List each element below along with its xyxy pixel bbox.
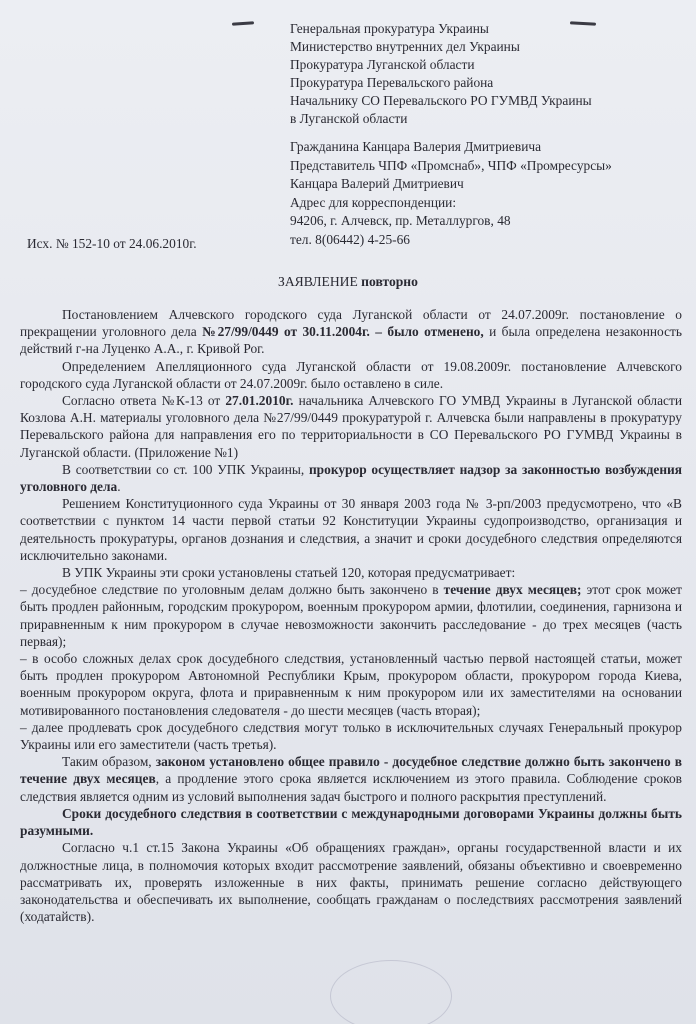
paragraph: Согласно ч.1 ст.15 Закона Украины «Об обращениях граждан», органы государственной власти и их должностные лица, в полномочия которых входит рассмотрение заявлений, обязаны объективно и своевременно рассматривать их, проверять изложенные в них факты, принимать решение согласно действующего законодательства и обеспечивать их выполнение, сообщать гражданам о последствиях рассмотрения заявлений (ходатайств). <box>20 840 682 925</box>
text-run-bold: №27/99/0449 от 30.11.2004г. – было отменено, <box>202 324 484 340</box>
text-run: этот срок может быть продлен районным, городским прокурором, военным прокурором армии, флотилии, соединения, гарнизона и приравненным к ним прокурором в случае невозможности закончить расследование - до трех месяцев (часть первая); <box>20 582 682 649</box>
text-run: Постановлением Алчевского городского суда Луганской области от 24.07.2009г. постановление о прекращении уголовного дела <box>20 307 682 340</box>
text-run-bold: законом установлено общее правило - досудебное следствие должно быть закончено в течение двух месяцев <box>20 754 682 787</box>
document-body <box>20 306 682 925</box>
text-run: начальника Алчевского ГО УМВД Украины в Луганской области Козлова А.Н. материалы уголовного дела №27/99/0449 прокуратурой г. Алчевска были направлены в прокуратуру Перевальского района для направления его по территориальности в СО Перевальского РО ГУМВД Украины в Луганской области. (Приложение №1) <box>20 393 682 460</box>
paragraph <box>20 805 682 839</box>
pen-mark <box>232 21 254 26</box>
sender-block <box>290 138 690 250</box>
text-run: Таким образом, <box>62 754 156 770</box>
document-title <box>0 274 696 290</box>
paragraph <box>20 581 682 650</box>
sender-line: Канцара Валерий Дмитриевич <box>290 176 464 192</box>
text-run: , а продление этого срока является исключением из этого правила. Соблюдение сроков следствия является одним из условий выполнения задач быстрого и полного раскрытия преступлений. <box>20 771 683 804</box>
paragraph <box>20 306 682 358</box>
text-run-bold: 27.01.2010г. <box>225 393 294 409</box>
title-main: ЗАЯВЛЕНИЕ <box>278 274 362 289</box>
addressee-line: Генеральная прокуратура Украины <box>290 21 489 36</box>
addressee-line: Министерство внутренних дел Украины <box>290 39 520 54</box>
paragraph: – в особо сложных делах срок досудебного следствия, установленный частью первой настоящей статьи, может быть продлен прокурором Автономной Республики Крым, прокурором области, прокурором города Киева, военным прокурором округа, флота и приравненным к ним прокурором или их заместителями на основании мотивированного постановления следователя - до шести месяцев (часть вторая); <box>20 651 682 718</box>
addressee-line: Начальнику СО Перевальского РО ГУМВД Украины <box>290 93 592 108</box>
sender-line: Гражданина Канцара Валерия Дмитриевича <box>290 139 542 154</box>
paragraph <box>20 461 682 495</box>
addressee-line: Прокуратура Перевальского района <box>290 75 494 90</box>
text-run: и была определена незаконность действий г-на Луценко А.А., г. Кривой Рог. <box>20 324 682 357</box>
paragraph: Определением Апелляционного суда Луганской области от 19.08.2009г. постановление Алчевского городского суда Луганской области от 24.07.2009г. было оставлено в силе. <box>20 358 682 391</box>
paragraph <box>20 753 682 805</box>
paragraph: – далее продлевать срок досудебного следствия могут только в исключительных случаях Генеральный прокурор Украины или его заместители (часть третья). <box>20 719 682 753</box>
text-run-bold: Сроки досудебного следствия в соответствии с международными договорами Украины должны быть разумными. <box>20 805 682 839</box>
title-bold: повторно <box>361 274 418 289</box>
paragraph: Решением Конституционного суда Украины от 30 января 2003 года № 3-рп/2003 предусмотрено, что «В соответствии с пунктом 14 части первой статьи 92 Конституции Украины судопроизводство, организация и деятельность прокуратуры, органов дознания и следствия, а значит и сроки досудебного следствия определяются исключительно законами. <box>20 496 682 563</box>
faint-stamp <box>330 960 452 1024</box>
text-run: . <box>117 479 121 495</box>
sender-line: Адрес для корреспонденции: <box>290 194 457 210</box>
sender-line: тел. 8(06442) 4-25-66 <box>290 231 411 247</box>
text-run: Согласно ответа №К-13 от <box>62 393 226 409</box>
text-run-bold: течение двух месяцев; <box>443 582 582 598</box>
text-run: В соответствии со ст. 100 УПК Украины, <box>62 461 309 477</box>
paragraph <box>20 392 682 461</box>
addressee-line: в Луганской области <box>290 111 408 126</box>
sender-line: 94206, г. Алчевск, пр. Металлургов, 48 <box>290 213 511 229</box>
text-run: – досудебное следствие по уголовным делам должно быть закончено в <box>20 582 444 598</box>
paragraph: В УПК Украины эти сроки установлены статьей 120, которая предусматривает: <box>62 565 516 581</box>
sender-line: Представитель ЧПФ «Промснаб», ЧПФ «Промресурсы» <box>290 157 612 173</box>
outgoing-reference: Исх. № 152-10 от 24.06.2010г. <box>27 236 197 251</box>
addressee-line: Прокуратура Луганской области <box>290 57 475 72</box>
addressee-block <box>290 20 690 128</box>
text-run-bold: прокурор осуществляет надзор за законностью возбуждения уголовного дела <box>20 461 683 495</box>
